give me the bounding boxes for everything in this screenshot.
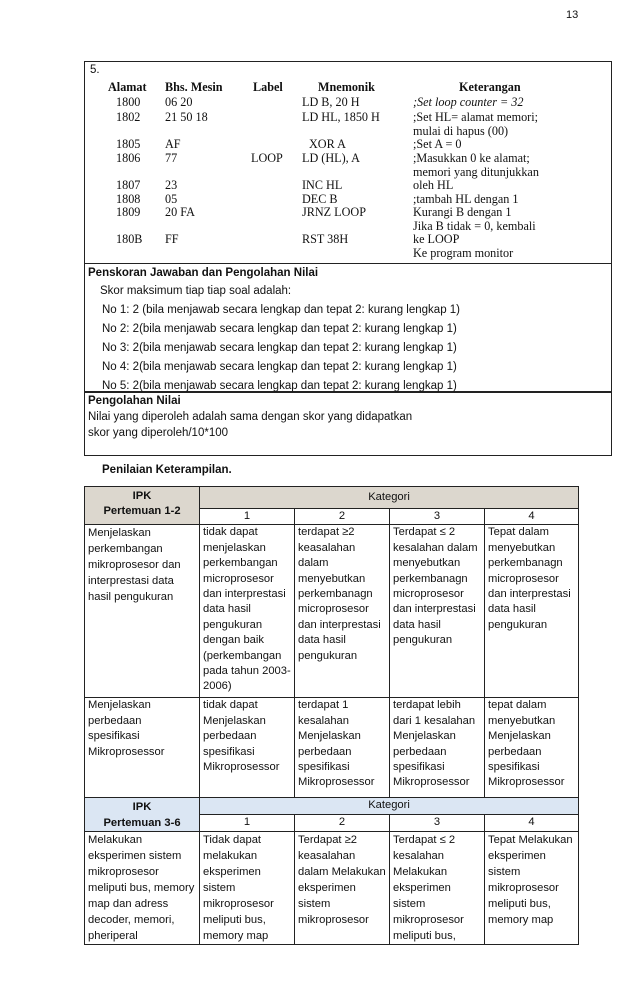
col-header-address: Alamat: [108, 80, 147, 94]
asm-note: ke LOOP: [413, 232, 460, 246]
asm-note: ;tambah HL dengan 1: [413, 192, 519, 206]
asm-mnemonic: LD HL, 1850 H: [302, 110, 380, 124]
criteria-cell: terdapat lebih dari 1 kesalahan Menjelaskan perbedaan spesifikasi Mikroprosessor: [390, 698, 485, 798]
col-header-label: Label: [253, 80, 283, 94]
level-2: 2: [295, 814, 390, 831]
processing-line: skor yang diperoleh/10*100: [88, 427, 229, 439]
scoring-item: No 2: 2(bila menjawab secara lengkap dan tepat 2: kurang lengkap 1): [102, 323, 457, 335]
processing-line: Nilai yang diperoleh adalah sama dengan skor yang didapatkan: [88, 411, 413, 423]
asm-note: Kurangi B dengan 1: [413, 205, 512, 219]
ipk-cell: Menjelaskan perbedaan spesifikasi Mikroprosessor: [85, 698, 200, 798]
asm-mnemonic: INC HL: [302, 178, 343, 192]
asm-note: memori yang ditunjukkan: [413, 165, 539, 179]
asm-note: ;Set HL= alamat memori;: [413, 110, 538, 124]
asm-note: Jika B tidak = 0, kembali: [413, 219, 536, 233]
asm-code: 21 50 18: [165, 110, 208, 124]
criteria-cell: Terdapat ≤ 2 kesalahan Melakukan eksperimen sistem mikroprosesor meliputi bus,: [390, 832, 485, 945]
level-3: 3: [390, 509, 485, 525]
asm-code: FF: [165, 232, 179, 246]
kategori-header: Kategori: [200, 798, 579, 814]
question-number: 5.: [90, 64, 100, 76]
scoring-title: Penskoran Jawaban dan Pengolahan Nilai: [88, 267, 319, 279]
level-4: 4: [485, 814, 579, 831]
scoring-item: No 1: 2 (bila menjawab secara lengkap dan tepat 2: kurang lengkap 1): [102, 304, 461, 316]
asm-code: 20 FA: [165, 205, 195, 219]
asm-note: mulai di hapus (00): [413, 124, 509, 138]
table-row: [85, 698, 579, 798]
criteria-cell: terdapat 1 kesalahan Menjelaskan perbedaan spesifikasi Mikroprosessor: [295, 698, 390, 798]
criteria-cell: Tidak dapat melakukan eksperimen sistem mikroprosesor meliputi bus, memory map: [200, 832, 295, 945]
table-header-row: [85, 798, 579, 814]
level-3: 3: [390, 814, 485, 831]
scoring-intro: Skor maksimum tiap tiap soal adalah:: [100, 285, 292, 297]
asm-address: 1808: [116, 192, 141, 206]
level-1: 1: [200, 509, 295, 525]
asm-code: 06 20: [165, 95, 193, 109]
asm-mnemonic: LD (HL), A: [302, 151, 360, 165]
asm-code: 23: [165, 178, 178, 192]
asm-note: ;Set A = 0: [413, 137, 462, 151]
table-row: [85, 525, 579, 698]
asm-address: 1802: [116, 110, 141, 124]
meeting-label: Pertemuan 3-6: [103, 816, 181, 829]
asm-mnemonic: DEC B: [302, 192, 338, 206]
rubric-table: [84, 486, 579, 945]
page-number: 13: [566, 9, 579, 21]
level-4: 4: [485, 509, 579, 525]
meeting-label: Pertemuan 1-2: [103, 505, 181, 518]
asm-address: 1809: [116, 205, 141, 219]
criteria-cell: tepat dalam menyebutkan Menjelaskan perbedaan spesifikasi Mikroprosessor: [485, 698, 579, 798]
level-2: 2: [295, 509, 390, 525]
ipk-header: [85, 798, 200, 832]
scoring-item: No 3: 2(bila menjawab secara lengkap dan tepat 2: kurang lengkap 1): [102, 342, 457, 354]
asm-note: ;Set loop counter = 32: [413, 95, 524, 109]
asm-note: oleh HL: [413, 178, 454, 192]
processing-title: Pengolahan Nilai: [88, 395, 181, 407]
criteria-cell: tidak dapat Menjelaskan perbedaan spesifikasi Mikroprosessor: [200, 698, 295, 798]
asm-address: 1805: [116, 137, 141, 151]
asm-address: 1806: [116, 151, 141, 165]
kategori-header: Kategori: [200, 487, 579, 509]
criteria-cell: tidak dapat menjelaskan perkembangan microprosesor dan interprestasi data hasil pengukuran dengan baik (perkembangan pada tahun 2003-2006): [200, 525, 295, 698]
table-row: [85, 832, 579, 945]
ipk-cell: Menjelaskan perkembangan mikroprosesor dan interprestasi data hasil pengukuran: [85, 525, 200, 698]
asm-code: AF: [165, 137, 181, 151]
criteria-cell: Terdapat ≥2 keasalahan dalam Melakukan eksperimen sistem mikroprosesor: [295, 832, 390, 945]
asm-address: 1800: [116, 95, 141, 109]
col-header-mnemonic: Mnemonik: [318, 80, 375, 94]
ipk-cell: Melakukan eksperimen sistem mikroprosesor meliputi bus, memory map dan adress decoder, memori, pheriperal: [85, 832, 200, 945]
asm-mnemonic: RST 38H: [302, 232, 349, 246]
col-header-note: Keterangan: [459, 80, 521, 94]
ipk-label: IPK: [132, 490, 152, 502]
col-header-machine: Bhs. Mesin: [165, 80, 223, 94]
asm-mnemonic: JRNZ LOOP: [302, 205, 366, 219]
asm-note: ;Masukkan 0 ke alamat;: [413, 151, 530, 165]
asm-label: LOOP: [251, 151, 283, 165]
ipk-label: IPK: [132, 801, 152, 814]
criteria-cell: Tepat Melakukan eksperimen sistem mikroprosesor meliputi bus, memory map: [485, 832, 579, 945]
asm-mnemonic: LD B, 20 H: [302, 95, 360, 109]
criteria-cell: terdapat ≥2 keasalahan dalam menyebutkan perkembanagn microprosesor dan interprestasi data hasil pengukuran: [295, 525, 390, 698]
asm-code: 05: [165, 192, 178, 206]
asm-code: 77: [165, 151, 178, 165]
table-header-row: [85, 487, 579, 509]
scoring-item: No 5: 2(bila menjawab secara lengkap dan tepat 2: kurang lengkap 1): [102, 380, 457, 392]
scoring-item: No 4: 2(bila menjawab secara lengkap dan tepat 2: kurang lengkap 1): [102, 361, 457, 373]
level-1: 1: [200, 814, 295, 831]
asm-note: Ke program monitor: [413, 246, 514, 260]
criteria-cell: Tepat dalam menyebutkan perkembanagn microprosesor dan interprestasi data hasil pengukuran: [485, 525, 579, 698]
asm-address: 180B: [116, 232, 143, 246]
asm-mnemonic: XOR A: [309, 137, 346, 151]
criteria-cell: Terdapat ≤ 2 kesalahan dalam menyebutkan perkembanagn microprosesor dan interprestasi data hasil pengukuran: [390, 525, 485, 698]
asm-address: 1807: [116, 178, 141, 192]
skills-heading: Penilaian Keterampilan.: [102, 464, 232, 476]
ipk-header: [85, 487, 200, 525]
